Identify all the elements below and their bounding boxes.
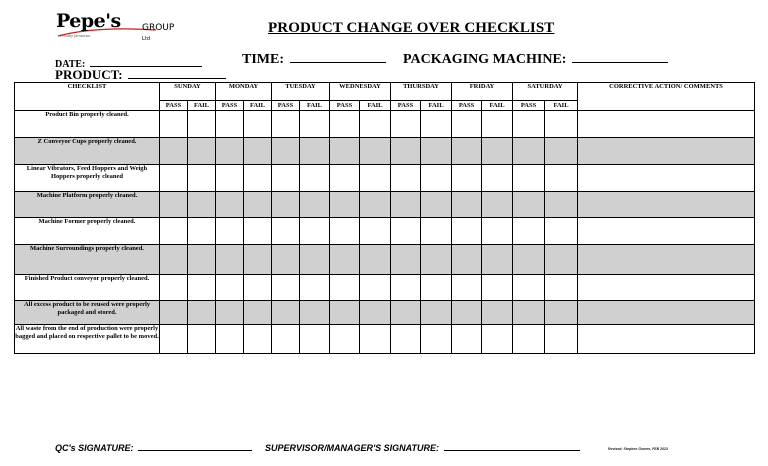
checklist-row — [15, 275, 755, 301]
pass-cell[interactable] — [391, 301, 421, 325]
fail-cell[interactable] — [545, 275, 578, 301]
pass-cell[interactable] — [272, 218, 300, 245]
pass-cell[interactable] — [330, 325, 360, 354]
pass-cell[interactable] — [452, 218, 482, 245]
supervisor-signature-field[interactable] — [265, 441, 580, 453]
fail-header: FAIL — [244, 101, 272, 111]
fail-cell[interactable] — [545, 325, 578, 354]
checklist-item: All excess product to be reused were properly packaged and stored. — [15, 301, 160, 325]
fail-cell[interactable] — [545, 192, 578, 218]
pass-header: PASS — [272, 101, 300, 111]
fail-cell[interactable] — [188, 192, 216, 218]
fail-cell[interactable] — [300, 111, 330, 138]
pass-cell[interactable] — [452, 165, 482, 192]
pass-cell[interactable] — [160, 245, 188, 275]
fail-cell[interactable] — [421, 138, 452, 165]
pass-cell[interactable] — [216, 138, 244, 165]
corrective-action-header: CORRECTIVE ACTION/ COMMENTS — [578, 83, 755, 111]
pass-cell[interactable] — [513, 138, 545, 165]
corrective-action-cell[interactable] — [578, 325, 755, 354]
pass-cell[interactable] — [330, 192, 360, 218]
fail-cell[interactable] — [244, 111, 272, 138]
pass-cell[interactable] — [160, 275, 188, 301]
pass-cell[interactable] — [216, 275, 244, 301]
fail-cell[interactable] — [244, 218, 272, 245]
checklist-item: Z Conveyor Cups properly cleaned. — [15, 138, 160, 165]
checklist-row — [15, 301, 755, 325]
fail-cell[interactable] — [421, 325, 452, 354]
pass-cell[interactable] — [452, 111, 482, 138]
fail-cell[interactable] — [360, 192, 391, 218]
pass-header: PASS — [216, 101, 244, 111]
checklist-row — [15, 165, 755, 192]
fail-cell[interactable] — [188, 111, 216, 138]
fail-cell[interactable] — [188, 275, 216, 301]
pass-cell[interactable] — [160, 138, 188, 165]
packaging-machine-label: PACKAGING MACHINE: — [403, 52, 567, 67]
pass-cell[interactable] — [330, 301, 360, 325]
fail-cell[interactable] — [482, 325, 513, 354]
pass-cell[interactable] — [272, 325, 300, 354]
fail-cell[interactable] — [421, 301, 452, 325]
pass-cell[interactable] — [160, 301, 188, 325]
checklist-table — [14, 82, 755, 354]
pass-cell[interactable] — [391, 165, 421, 192]
corrective-action-cell[interactable] — [578, 301, 755, 325]
fail-cell[interactable] — [545, 165, 578, 192]
pass-cell[interactable] — [330, 165, 360, 192]
fail-cell[interactable] — [300, 192, 330, 218]
pass-cell[interactable] — [216, 218, 244, 245]
checklist-row — [15, 245, 755, 275]
fail-header: FAIL — [482, 101, 513, 111]
pass-cell[interactable] — [452, 275, 482, 301]
pass-cell[interactable] — [452, 192, 482, 218]
fail-cell[interactable] — [300, 245, 330, 275]
pass-cell[interactable] — [216, 111, 244, 138]
day-header-monday: MONDAY — [216, 83, 272, 101]
pass-header: PASS — [513, 101, 545, 111]
pass-cell[interactable] — [391, 192, 421, 218]
corrective-action-cell[interactable] — [578, 192, 755, 218]
fail-cell[interactable] — [244, 301, 272, 325]
pass-cell[interactable] — [513, 165, 545, 192]
time-label: TIME: — [242, 52, 284, 67]
logo-group: GROUP Ltd — [142, 23, 175, 42]
pass-cell[interactable] — [452, 245, 482, 275]
supervisor-signature-line[interactable] — [444, 441, 580, 451]
pass-header: PASS — [391, 101, 421, 111]
checklist-row — [15, 192, 755, 218]
product-label: PRODUCT: — [55, 67, 123, 82]
pass-cell[interactable] — [391, 275, 421, 301]
pass-header: PASS — [330, 101, 360, 111]
qc-signature-label: QC's SIGNATURE: — [55, 443, 134, 453]
fail-header: FAIL — [360, 101, 391, 111]
pass-cell[interactable] — [160, 325, 188, 354]
pass-cell[interactable] — [330, 245, 360, 275]
fail-cell[interactable] — [244, 245, 272, 275]
fail-cell[interactable] — [482, 218, 513, 245]
fail-cell[interactable] — [360, 218, 391, 245]
revised-note: Revised: Stephen Gomes, FEB 2023 — [608, 447, 668, 451]
corrective-action-cell[interactable] — [578, 138, 755, 165]
logo-brand: Pepe's — [56, 10, 121, 32]
pass-cell[interactable] — [272, 245, 300, 275]
corrective-action-cell[interactable] — [578, 275, 755, 301]
qc-signature-field[interactable] — [55, 441, 252, 453]
fail-cell[interactable] — [545, 218, 578, 245]
pass-cell[interactable] — [513, 111, 545, 138]
checklist-item: Product Bin properly cleaned. — [15, 111, 160, 138]
checklist-item: Machine Surroundings properly cleaned. — [15, 245, 160, 275]
pass-cell[interactable] — [391, 111, 421, 138]
fail-cell[interactable] — [482, 275, 513, 301]
pass-cell[interactable] — [160, 111, 188, 138]
pass-cell[interactable] — [513, 245, 545, 275]
pass-cell[interactable] — [452, 138, 482, 165]
fail-cell[interactable] — [360, 245, 391, 275]
fail-header: FAIL — [300, 101, 330, 111]
fail-cell[interactable] — [300, 165, 330, 192]
fail-cell[interactable] — [300, 138, 330, 165]
pass-cell[interactable] — [391, 218, 421, 245]
corrective-action-cell[interactable] — [578, 245, 755, 275]
fail-cell[interactable] — [300, 218, 330, 245]
fail-header: FAIL — [545, 101, 578, 111]
pass-cell[interactable] — [330, 111, 360, 138]
fail-cell[interactable] — [244, 138, 272, 165]
day-header-tuesday: TUESDAY — [272, 83, 330, 101]
date-line[interactable] — [90, 56, 202, 67]
logo-tagline: Proudly Jamaican — [60, 34, 91, 38]
packaging-machine-line[interactable] — [572, 52, 668, 63]
fail-cell[interactable] — [545, 111, 578, 138]
pass-cell[interactable] — [216, 192, 244, 218]
fail-cell[interactable] — [421, 275, 452, 301]
fail-cell[interactable] — [188, 325, 216, 354]
corrective-action-cell[interactable] — [578, 111, 755, 138]
pass-cell[interactable] — [513, 275, 545, 301]
pass-cell[interactable] — [272, 111, 300, 138]
pass-cell[interactable] — [391, 245, 421, 275]
fail-header: FAIL — [188, 101, 216, 111]
pass-header: PASS — [160, 101, 188, 111]
fail-cell[interactable] — [188, 138, 216, 165]
day-header-saturday: SATURDAY — [513, 83, 578, 101]
pass-cell[interactable] — [216, 301, 244, 325]
checklist-row — [15, 138, 755, 165]
day-header-friday: FRIDAY — [452, 83, 513, 101]
pass-cell[interactable] — [391, 138, 421, 165]
day-header-thursday: THURSDAY — [391, 83, 452, 101]
fail-cell[interactable] — [421, 111, 452, 138]
fail-cell[interactable] — [360, 138, 391, 165]
company-logo — [56, 10, 175, 42]
fail-cell[interactable] — [244, 325, 272, 354]
corrective-action-cell[interactable] — [578, 165, 755, 192]
pass-cell[interactable] — [160, 218, 188, 245]
fail-cell[interactable] — [360, 275, 391, 301]
fail-cell[interactable] — [300, 301, 330, 325]
page-title: PRODUCT CHANGE OVER CHECKLIST — [268, 20, 555, 36]
pass-cell[interactable] — [272, 275, 300, 301]
pass-cell[interactable] — [513, 192, 545, 218]
fail-cell[interactable] — [421, 192, 452, 218]
pass-cell[interactable] — [452, 301, 482, 325]
pass-cell[interactable] — [272, 301, 300, 325]
pass-cell[interactable] — [216, 245, 244, 275]
pass-cell[interactable] — [513, 218, 545, 245]
product-line[interactable] — [128, 68, 226, 79]
fail-cell[interactable] — [360, 165, 391, 192]
pass-cell[interactable] — [391, 325, 421, 354]
checklist-item: Finished Product conveyor properly cleaned. — [15, 275, 160, 301]
day-header-sunday: SUNDAY — [160, 83, 216, 101]
fail-cell[interactable] — [482, 138, 513, 165]
fail-cell[interactable] — [244, 192, 272, 218]
checklist-item: Machine Platform properly cleaned. — [15, 192, 160, 218]
time-line[interactable] — [290, 52, 386, 63]
time-field[interactable] — [242, 52, 386, 68]
fail-cell[interactable] — [421, 218, 452, 245]
day-header-wednesday: WEDNESDAY — [330, 83, 391, 101]
pass-cell[interactable] — [330, 138, 360, 165]
fail-cell[interactable] — [482, 301, 513, 325]
date-label: DATE: — [55, 59, 86, 70]
pass-cell[interactable] — [452, 325, 482, 354]
checklist-row — [15, 325, 755, 354]
fail-cell[interactable] — [482, 165, 513, 192]
qc-signature-line[interactable] — [138, 441, 252, 451]
checklist-header: CHECKLIST — [15, 83, 160, 111]
checklist-item: All waste from the end of production were properly bagged and placed on respective pallet to be moved. — [15, 325, 160, 354]
pass-cell[interactable] — [272, 165, 300, 192]
fail-cell[interactable] — [244, 275, 272, 301]
pass-header: PASS — [452, 101, 482, 111]
fail-cell[interactable] — [482, 192, 513, 218]
pass-cell[interactable] — [216, 165, 244, 192]
fail-cell[interactable] — [545, 245, 578, 275]
checklist-item: Linear Vibrators, Feed Hoppers and Weigh Hoppers properly cleaned — [15, 165, 160, 192]
pass-cell[interactable] — [513, 301, 545, 325]
checklist-item: Machine Former properly cleaned. — [15, 218, 160, 245]
pass-cell[interactable] — [216, 325, 244, 354]
product-field[interactable] — [55, 67, 226, 83]
fail-cell[interactable] — [545, 301, 578, 325]
fail-cell[interactable] — [188, 165, 216, 192]
pass-cell[interactable] — [272, 138, 300, 165]
pass-cell[interactable] — [160, 165, 188, 192]
fail-cell[interactable] — [360, 301, 391, 325]
pass-cell[interactable] — [160, 192, 188, 218]
pass-cell[interactable] — [513, 325, 545, 354]
fail-cell[interactable] — [360, 325, 391, 354]
fail-cell[interactable] — [188, 245, 216, 275]
fail-cell[interactable] — [300, 275, 330, 301]
fail-header: FAIL — [421, 101, 452, 111]
fail-cell[interactable] — [244, 165, 272, 192]
corrective-action-cell[interactable] — [578, 218, 755, 245]
checklist-row — [15, 111, 755, 138]
packaging-machine-field[interactable] — [403, 52, 668, 68]
fail-cell[interactable] — [545, 138, 578, 165]
fail-cell[interactable] — [360, 111, 391, 138]
supervisor-signature-label: SUPERVISOR/MANAGER'S SIGNATURE: — [265, 443, 439, 453]
fail-cell[interactable] — [421, 165, 452, 192]
fail-cell[interactable] — [188, 301, 216, 325]
pass-cell[interactable] — [330, 275, 360, 301]
fail-cell[interactable] — [421, 245, 452, 275]
pass-cell[interactable] — [330, 218, 360, 245]
fail-cell[interactable] — [188, 218, 216, 245]
checklist-row — [15, 218, 755, 245]
fail-cell[interactable] — [482, 245, 513, 275]
fail-cell[interactable] — [300, 325, 330, 354]
fail-cell[interactable] — [482, 111, 513, 138]
pass-cell[interactable] — [272, 192, 300, 218]
